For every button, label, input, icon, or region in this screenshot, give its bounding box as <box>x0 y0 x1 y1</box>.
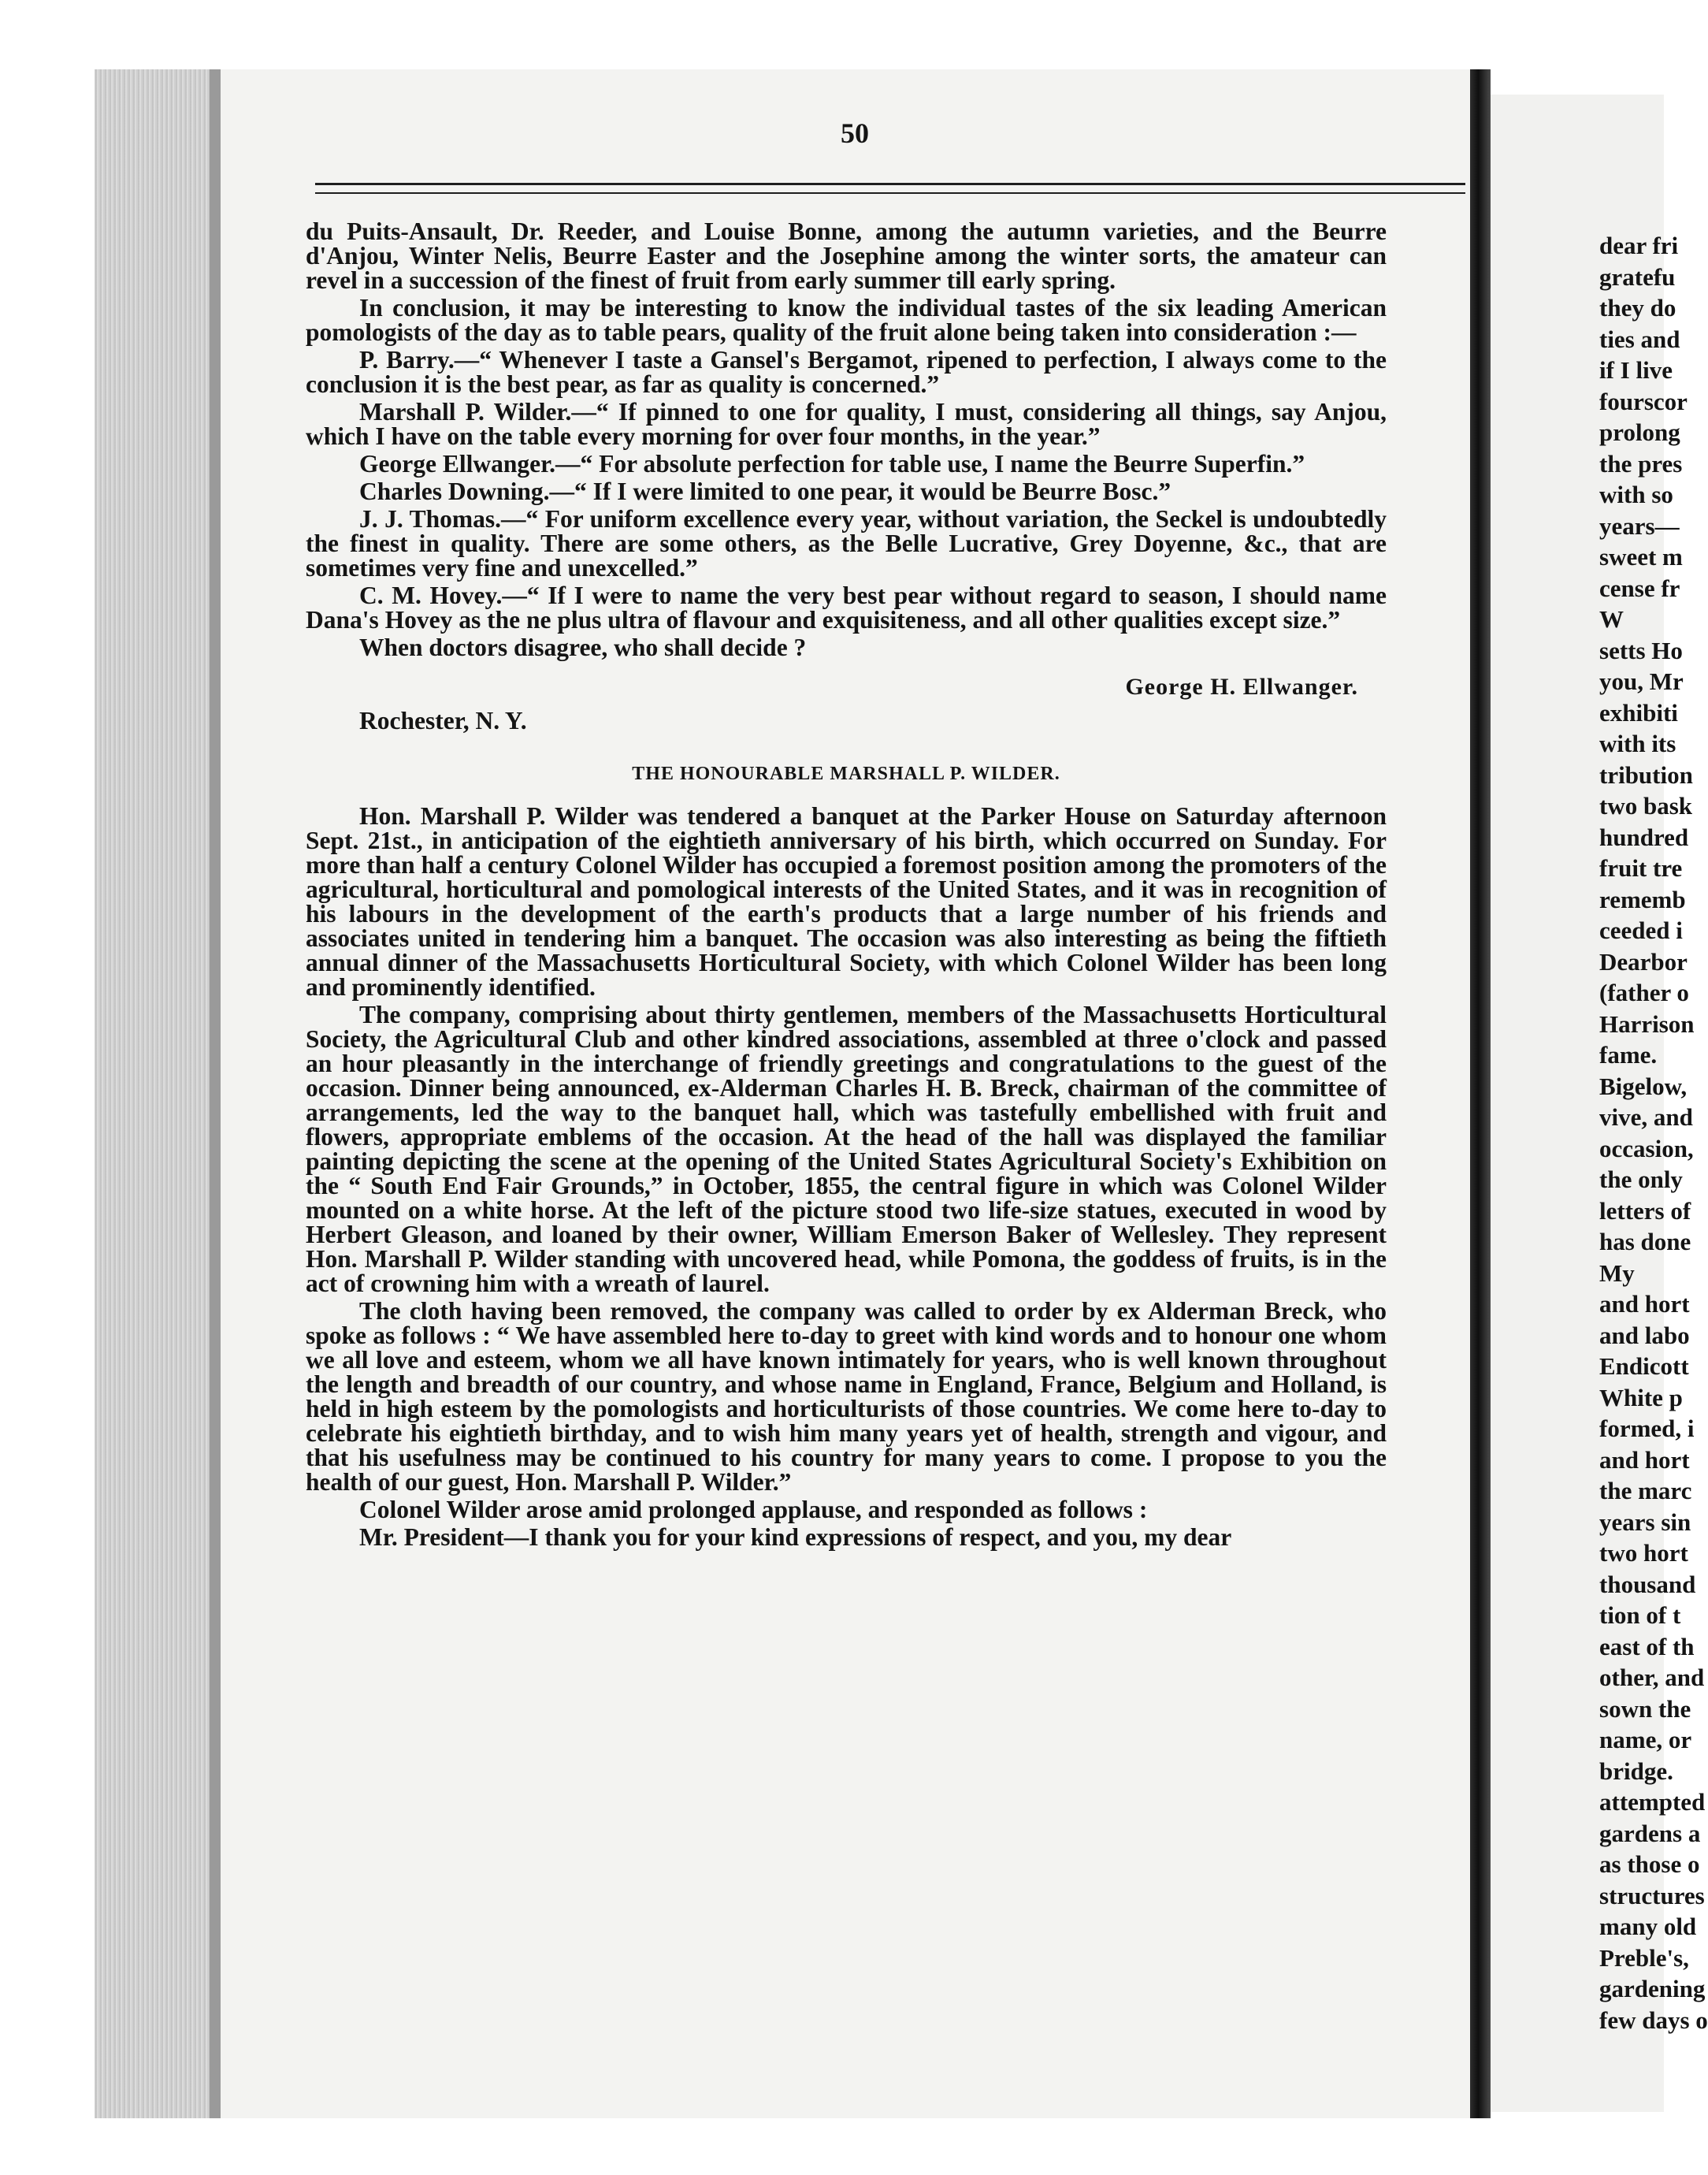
right-page-line: thousand <box>1599 1570 1696 1598</box>
quote-thomas: J. J. Thomas.—“ For uniform excellence every year, without variation, the Seckel is undoubtedly the finest in quality. There are some others, as the Belle Lucrative, Grey Doyenne, &c., that are sometimes very fine and unexcelled.” <box>306 505 1387 582</box>
quote-barry: P. Barry.—“ Whenever I taste a Gansel's Bergamot, ripened to perfection, I always come to the conclusion it is the best pear, as far as quality is concerned.” <box>306 346 1387 398</box>
right-page-line: years— <box>1599 511 1680 540</box>
right-page-line: bridge. <box>1599 1757 1673 1785</box>
book-gutter <box>1470 69 1491 2118</box>
right-page-line: gratefu <box>1599 262 1676 291</box>
paragraph: In conclusion, it may be interesting to know the individual tastes of the six leading American pomologists of the day as to table pears, quality of the fruit alone being taken into consideration :— <box>306 294 1387 346</box>
right-page-line: My <box>1599 1259 1635 1287</box>
quote-downing: Charles Downing.—“ If I were limited to one pear, it would be Beurre Bosc.” <box>359 478 1171 505</box>
author-signature: George H. Ellwanger. <box>1125 674 1358 700</box>
right-page-line: tion of t <box>1599 1601 1681 1629</box>
page-edge <box>95 69 217 2118</box>
right-page-line: hundred <box>1599 823 1689 851</box>
paragraph: Mr. President—I thank you for your kind expressions of respect, and you, my dear <box>359 1523 1232 1551</box>
paragraph: When doctors disagree, who shall decide ? <box>359 634 807 661</box>
right-page-line: many old <box>1599 1913 1697 1940</box>
right-page-line: if I live <box>1599 356 1673 384</box>
article-heading: THE HONOURABLE MARSHALL P. WILDER. <box>632 764 1060 784</box>
right-page-line: Dearbor <box>1599 947 1688 976</box>
right-page-line: Harrison <box>1599 1009 1695 1038</box>
right-page-line: Bigelow, <box>1599 1072 1688 1100</box>
right-page-line: the pres <box>1599 449 1683 478</box>
right-page-line: you, Mr <box>1599 667 1684 695</box>
right-page-line: and labo <box>1599 1321 1690 1349</box>
right-page-line: Endicott <box>1599 1352 1689 1380</box>
paragraph: du Puits-Ansault, Dr. Reeder, and Louise Bonne, among the autumn varieties, and the Beurre d'Anjou, Winter Nelis, Beurre Easter and the Josephine among the winter sorts, the amateur can revel in a succession of the finest of fruit from early summer till early spring. <box>306 217 1387 294</box>
right-page-line: tribution <box>1599 760 1693 789</box>
right-page-line: fruit tre <box>1599 854 1683 882</box>
paragraph: Colonel Wilder arose amid prolonged applause, and responded as follows : <box>359 1496 1148 1523</box>
header-rule-bottom <box>315 192 1465 194</box>
place-line: Rochester, N. Y. <box>359 707 527 734</box>
right-page-line: formed, i <box>1599 1415 1695 1442</box>
right-page-line: the only <box>1599 1166 1683 1193</box>
right-page-line: fourscor <box>1599 387 1688 415</box>
right-page-line: gardens a <box>1599 1819 1701 1847</box>
right-page-line: gardening <box>1599 1975 1706 2002</box>
right-page-line: exhibiti <box>1599 698 1678 727</box>
right-page-line: east of th <box>1599 1632 1695 1660</box>
right-page-line: and hort <box>1599 1290 1690 1318</box>
main-text-column <box>306 219 1387 1552</box>
right-page-line: attempted <box>1599 1788 1706 1816</box>
right-page-line: (father o <box>1599 979 1689 1006</box>
right-page-line: letters of <box>1599 1196 1691 1225</box>
right-page-line: prolong <box>1599 418 1680 446</box>
right-page-line: setts Ho <box>1599 636 1683 664</box>
quote-ellwanger: George Ellwanger.—“ For absolute perfection for table use, I name the Beurre Superfin.” <box>359 450 1305 478</box>
paragraph: The company, comprising about thirty gentlemen, members of the Massachusetts Horticultural Society, the Agricultural Club and other kindred associations, assembled at three o'clock and passed an hour pleasantly in the interchange of friendly greetings and congratulations to the guest of the occasion. Dinner being announced, ex-Alderman Charles H. B. Breck, chairman of the committee of arrangements, led the way to the banquet hall, which was tastefully embellished with fruit and flowers, appropriate emblems of the occasion. At the head of the hall was displayed the familiar painting depicting the scene at the opening of the United States Agricultural Society's Exhibition on the “ South End Fair Grounds,” in October, 1855, the central figure in which was Colonel Wilder mounted on a white horse. At the left of the picture stood two life-size statues, executed in wood by Herbert Gleason, and loaned by their owner, William Emerson Baker of Wellesley. They represent Hon. Marshall P. Wilder standing with uncovered head, while Pomona, the goddess of fruits, is in the act of crowning him with a wreath of laurel. <box>306 1001 1387 1297</box>
right-page-line: has done <box>1599 1228 1691 1255</box>
right-page-line: name, or <box>1599 1726 1692 1753</box>
right-page-line: the marc <box>1599 1477 1692 1504</box>
page-number: 50 <box>841 117 869 149</box>
right-page-line: years sin <box>1599 1508 1691 1536</box>
right-page-line: occasion, <box>1599 1134 1694 1162</box>
right-page-line: two bask <box>1599 792 1693 820</box>
right-page-line: they do <box>1599 294 1676 322</box>
right-page-line: as those o <box>1599 1850 1700 1878</box>
paragraph: The cloth having been removed, the company was called to order by ex Alderman Breck, who spoke as follows : “ We have assembled here to-day to greet with kind words and to honour one whom we all love and esteem, whom we all have known intimately for years, who is well known throughout the length and breadth of our country, and whose name in England, France, Belgium and Holland, is held in high esteem by the pomologists and horticulturists of those countries. We come here to-day to celebrate his eightieth birthday, and to wish him many years yet of health, strength and vigour, and that his usefulness may be continued to his country for many years to come. I propose to you the health of our guest, Hon. Marshall P. Wilder.” <box>306 1297 1387 1496</box>
right-page-line: cense fr <box>1599 574 1680 602</box>
right-page-line: vive, and <box>1599 1103 1693 1131</box>
right-page-line: two hort <box>1599 1539 1688 1567</box>
right-page-line: few days o <box>1599 2006 1708 2034</box>
quote-hovey: C. M. Hovey.—“ If I were to name the very best pear without regard to season, I should name Dana's Hovey as the ne plus ultra of flavour and exquisiteness, and all other qualities except size.” <box>306 582 1387 634</box>
right-page-line: with so <box>1599 481 1673 508</box>
right-page-line: structures <box>1599 1881 1705 1909</box>
right-page-line: ceeded i <box>1599 916 1683 944</box>
right-page-line: other, and <box>1599 1664 1705 1691</box>
right-page-line: dear fri <box>1599 232 1679 259</box>
paragraph: Hon. Marshall P. Wilder was tendered a banquet at the Parker House on Saturday afternoon Sept. 21st., in anticipation of the eightieth anniversary of his birth, which occurred on Sunday. For more than half a century Colonel Wilder has occupied a foremost position among the promoters of the agricultural, horticultural and pomological interests of the United States, and it was in recognition of his labours in the development of the earth's products that a large number of his friends and associates united in tendering him a banquet. The occasion was also interesting as being the fiftieth annual dinner of the Massachusetts Horticultural Society, with which Colonel Wilder has been long and prominently identified. <box>306 802 1387 1001</box>
right-page-line: ties and <box>1599 325 1680 353</box>
right-page-line: rememb <box>1599 885 1686 913</box>
right-page-line: W <box>1599 605 1624 633</box>
right-page-line: sown the <box>1599 1694 1691 1723</box>
right-page-line: sweet m <box>1599 543 1683 571</box>
header-rule-top <box>315 183 1465 185</box>
quote-wilder: Marshall P. Wilder.—“ If pinned to one for quality, I must, considering all things, say Anjou, which I have on the table every morning for over four months, in the year.” <box>306 398 1387 450</box>
right-page-line: White p <box>1599 1383 1683 1411</box>
page-shadow <box>210 69 221 2118</box>
right-page-line: Preble's, <box>1599 1943 1689 1972</box>
right-page-line: fame. <box>1599 1041 1658 1069</box>
right-page-fragments <box>1599 232 1708 2039</box>
right-page-line: with its <box>1599 730 1676 757</box>
right-page-line: and hort <box>1599 1445 1690 1474</box>
